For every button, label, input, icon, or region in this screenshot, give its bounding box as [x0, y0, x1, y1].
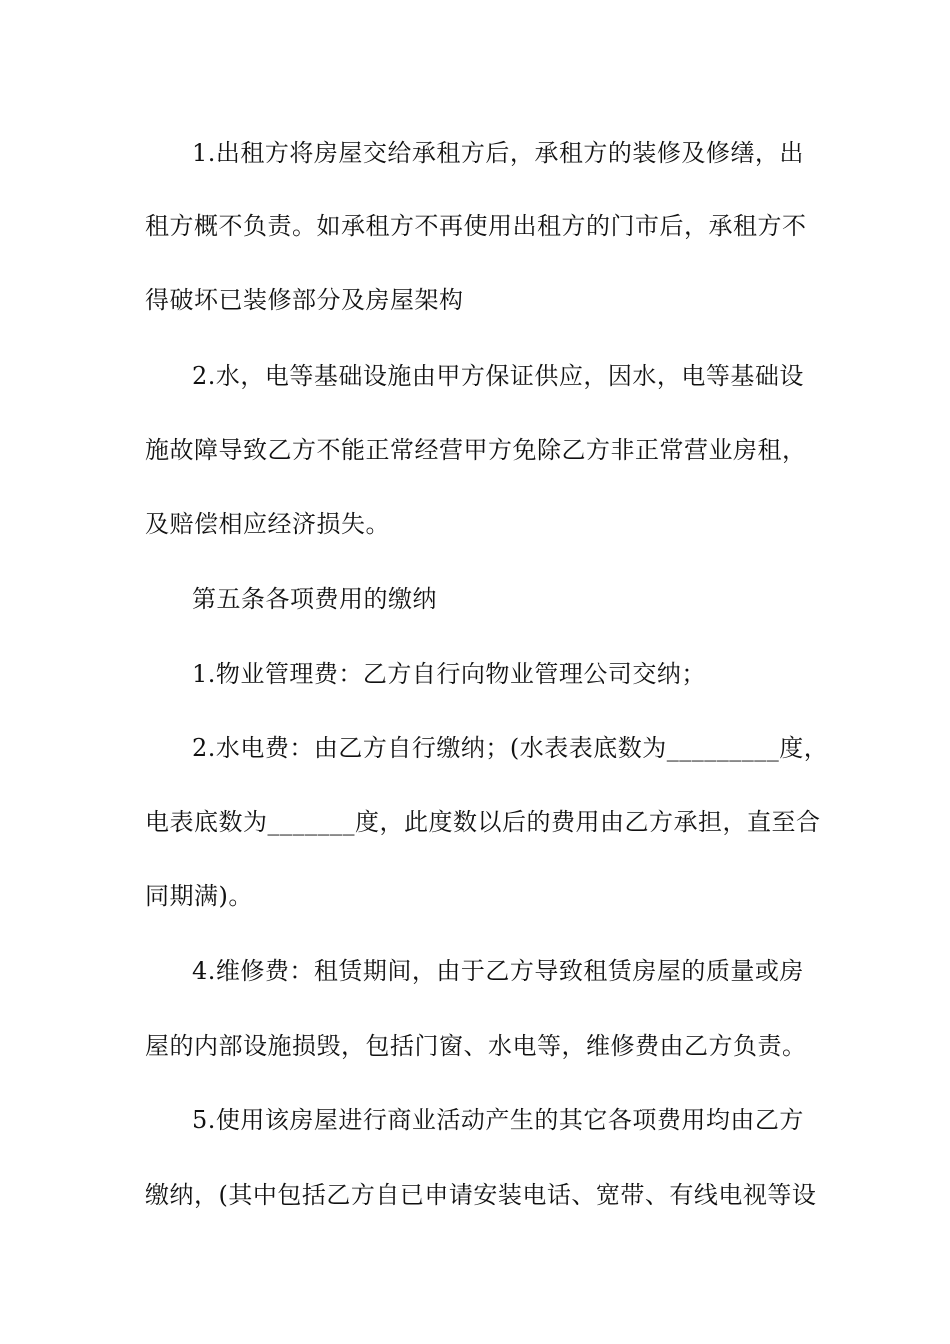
paragraph-line: 电表底数为_______度，此度数以后的费用由乙方承担，直至合 — [145, 808, 821, 836]
paragraph-line: 及赔偿相应经济损失。 — [145, 510, 390, 538]
paragraph-line: 同期满)。 — [145, 882, 253, 910]
paragraph-line: 1.物业管理费：乙方自行向物业管理公司交纳； — [192, 660, 706, 688]
section-heading: 第五条各项费用的缴纳 — [192, 585, 437, 613]
paragraph-line: 5.使用该房屋进行商业活动产生的其它各项费用均由乙方 — [192, 1106, 804, 1134]
paragraph-line: 租方概不负责。如承租方不再使用出租方的门市后，承租方不 — [145, 212, 807, 240]
paragraph-line: 1.出租方将房屋交给承租方后，承租方的装修及修缮，出 — [192, 139, 804, 167]
paragraph-line: 屋的内部设施损毁，包括门窗、水电等，维修费由乙方负责。 — [145, 1032, 807, 1060]
paragraph-line: 2.水电费：由乙方自行缴纳；(水表表底数为_________度， — [192, 734, 829, 762]
paragraph-line: 4.维修费：租赁期间，由于乙方导致租赁房屋的质量或房 — [192, 957, 804, 985]
paragraph-line: 缴纳，(其中包括乙方自已申请安装电话、宽带、有线电视等设 — [145, 1181, 817, 1209]
paragraph-line: 2.水，电等基础设施由甲方保证供应，因水，电等基础设 — [192, 362, 804, 390]
paragraph-line: 施故障导致乙方不能正常经营甲方免除乙方非正常营业房租， — [145, 436, 807, 464]
paragraph-line: 得破坏已装修部分及房屋架构 — [145, 286, 464, 314]
